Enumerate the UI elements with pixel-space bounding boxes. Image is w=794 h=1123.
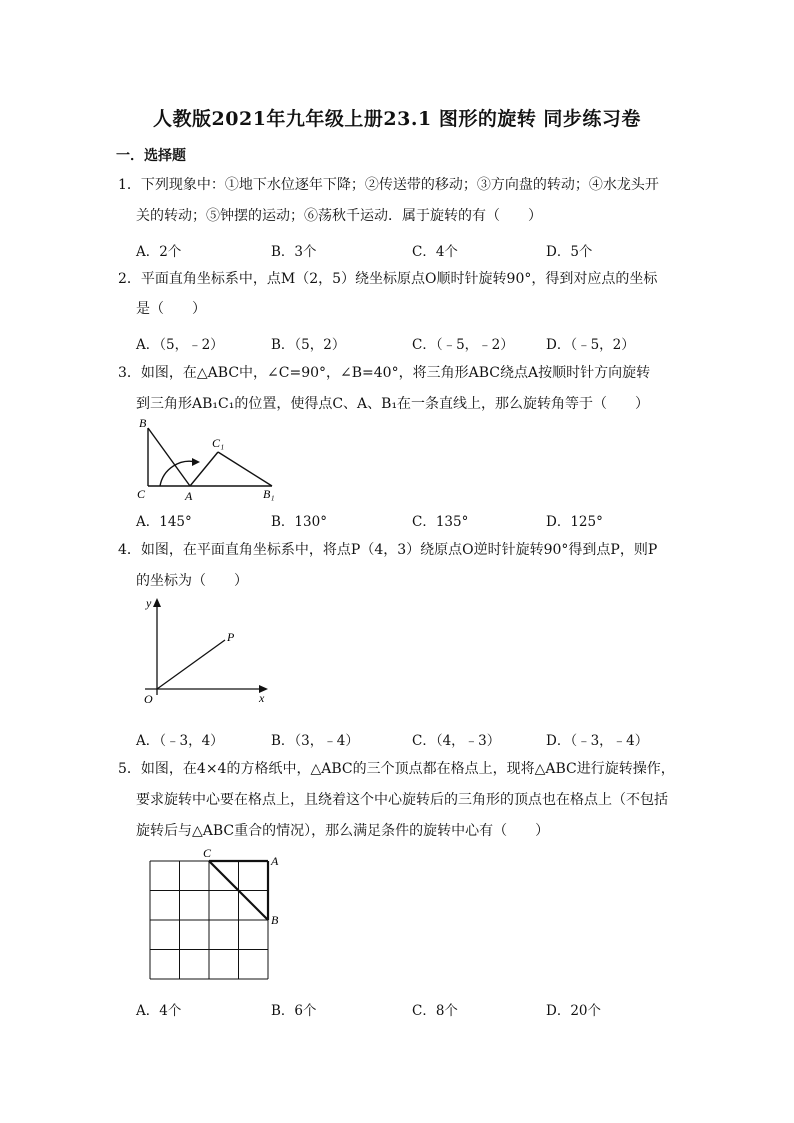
q3-line-2: 到三角形AB₁C₁的位置，使得点C、A、B₁在一条直线上，那么旋转角等于（ ） <box>136 396 650 412</box>
q5-line-2: 要求旋转中心要在格点上，且绕着这个中心旋转后的三角形的顶点也在格点上（不包括 <box>136 792 668 808</box>
q3-label-c1: C₁ <box>212 436 225 450</box>
q2-option-b: B．（5，2） <box>271 337 346 353</box>
q1-option-a: A．2个 <box>136 244 182 260</box>
q3-option-c: C．135° <box>412 514 469 530</box>
q1-line-2: 关的转动；⑤钟摆的运动；⑥荡秋千运动．属于旋转的有（ ） <box>136 208 542 224</box>
q4-label-p: P <box>227 630 235 644</box>
q2-option-d: D．（﹣5，2） <box>546 337 635 353</box>
q3-option-d: D．125° <box>546 514 603 530</box>
q3-triangle-figure <box>130 412 290 504</box>
q1-line-1: 1．下列现象中：①地下水位逐年下降；②传送带的移动；③方向盘的转动；④水龙头开 <box>118 177 659 193</box>
q3-label-b1: B₁ <box>263 487 275 501</box>
q2-option-a: A．（5，﹣2） <box>136 337 224 353</box>
q5-option-b: B．6个 <box>271 1003 317 1019</box>
q4-option-c: C．（4，﹣3） <box>412 733 501 749</box>
q4-option-b: B．（3，﹣4） <box>271 733 359 749</box>
q5-label-c: C <box>203 846 212 860</box>
q4-option-d: D．（﹣3，﹣4） <box>546 733 649 749</box>
q2-line-1: 2．平面直角坐标系中，点M（2，5）绕坐标原点O顺时针旋转90°，得到对应点的坐标 <box>118 271 658 287</box>
page-title: 人教版2021年九年级上册23.1 图形的旋转 同步练习卷 <box>153 108 641 130</box>
q3-label-c: C <box>137 487 146 501</box>
q1-option-d: D．5个 <box>546 244 593 260</box>
q2-line-2: 是（ ） <box>136 301 206 317</box>
q4-label-x: x <box>259 691 265 705</box>
q5-label-b: B <box>271 913 279 927</box>
q4-line-2: 的坐标为（ ） <box>136 573 248 589</box>
q3-label-b: B <box>139 416 147 430</box>
q4-line-1: 4．如图，在平面直角坐标系中，将点P（4，3）绕原点O逆时针旋转90°得到点P，则P <box>118 542 658 558</box>
q5-label-a: A <box>271 854 279 868</box>
q5-option-a: A．4个 <box>136 1003 182 1019</box>
q3-label-a: A <box>185 489 193 503</box>
q2-option-c: C．（﹣5，﹣2） <box>412 337 514 353</box>
q5-option-c: C．8个 <box>412 1003 458 1019</box>
q5-line-3: 旋转后与△ABC重合的情况），那么满足条件的旋转中心有（ ） <box>136 823 550 839</box>
q4-label-o: O <box>144 692 153 706</box>
q4-option-a: A．（﹣3，4） <box>136 733 224 749</box>
q5-line-1: 5．如图，在4×4的方格纸中，△ABC的三个顶点都在格点上，现将△ABC进行旋转操作， <box>118 761 675 777</box>
q5-option-d: D．20个 <box>546 1003 602 1019</box>
q4-label-y: y <box>146 596 152 610</box>
q5-grid-figure <box>140 845 290 980</box>
q3-line-1: 3．如图，在△ABC中，∠C=90°，∠B=40°，将三角形ABC绕点A按顺时针方向旋转 <box>118 365 651 381</box>
q1-option-b: B．3个 <box>271 244 317 260</box>
q3-option-a: A．145° <box>136 514 192 530</box>
section-heading: 一．选择题 <box>116 148 186 164</box>
q1-option-c: C．4个 <box>412 244 458 260</box>
q3-option-b: B．130° <box>271 514 327 530</box>
q4-coordinate-figure <box>140 595 280 710</box>
